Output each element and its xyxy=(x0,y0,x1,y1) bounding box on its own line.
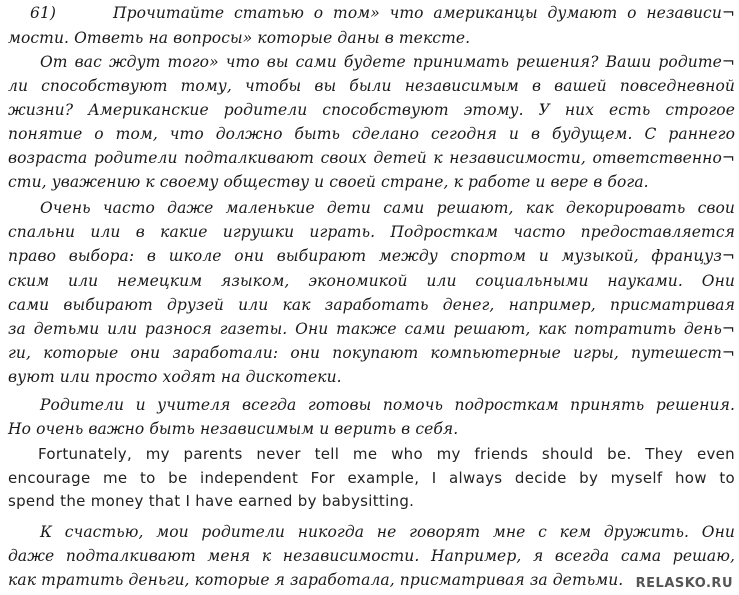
paragraph-2-line: право выбора: в школе они выбирают между спортом и музыкой, француз¬ xyxy=(8,247,735,265)
paragraph-1-line: возраста родители подталкивают своих детей к независимости, ответственно¬ xyxy=(8,149,735,167)
paragraph-2-line: вуют или просто ходят на дискотеки. xyxy=(8,368,342,386)
site-watermark: RELASKO.RU xyxy=(635,576,733,591)
paragraph-2-line: спальни или в какие игрушки играть. Подросткам часто предоставляется xyxy=(8,223,735,241)
paragraph-2-line: за детьми или разнося газеты. Они также сами решают, как потратить день¬ xyxy=(8,320,735,338)
paragraph-1-line: жизни? Американские родители способствуют этому. У них есть строгое xyxy=(8,101,735,119)
paragraph-2-line: Очень часто даже маленькие дети сами решают, как декорировать свои xyxy=(40,199,735,217)
exercise-heading-line-1 xyxy=(8,2,735,24)
paragraph-3-line: Родители и учителя всегда готовы помочь подросткам принять решения. xyxy=(40,396,735,414)
paragraph-2-line: сами выбирают друзей или как заработать денег, например, присматривая xyxy=(8,296,735,314)
english-paragraph-line: Fortunately, my parents never tell me who my friends should be. They even xyxy=(38,445,735,463)
translation-paragraph-line: даже подталкивают меня к независимости. Например, я всегда сама решаю, xyxy=(8,547,735,565)
translation-paragraph-line: как тратить деньги, которые я заработала, присматривая за детьми. xyxy=(8,571,624,589)
paragraph-1-line: ли способствуют тому, чтобы вы были независимым в вашей повседневной xyxy=(8,77,735,95)
english-paragraph-line: encourage me to be independent For example, I always decide by myself how to xyxy=(8,469,735,487)
exercise-heading-line-2: мости. Ответь на вопросы» которые даны в тексте. xyxy=(8,29,471,47)
exercise-instruction: Прочитайте статью о том» что американцы думают о независи¬ xyxy=(113,4,735,22)
paragraph-2-line: ги, которые они заработали: они покупают компьютерные игры, путешест¬ xyxy=(8,344,735,362)
exercise-number: 61) xyxy=(30,4,57,22)
paragraph-2-line: ским или немецким языком, экономикой или социальными науками. Они xyxy=(8,272,735,290)
translation-paragraph-line: К счастью, мои родители никогда не говорят мне с кем дружить. Они xyxy=(40,523,735,541)
paragraph-3-line: Но очень важно быть независимым и верить в себя. xyxy=(8,420,459,438)
english-paragraph-line: spend the money that I have earned by babysitting. xyxy=(8,492,415,510)
paragraph-1-line: сти, уважению к своему обществу и своей стране, к работе и вере в бога. xyxy=(8,173,649,191)
paragraph-1-line: От вас ждут того» что вы сами будете принимать решения? Ваши родите¬ xyxy=(40,53,735,71)
paragraph-1-line: понятие о том, что должно быть сделано сегодня и в будущем. С раннего xyxy=(8,125,735,143)
